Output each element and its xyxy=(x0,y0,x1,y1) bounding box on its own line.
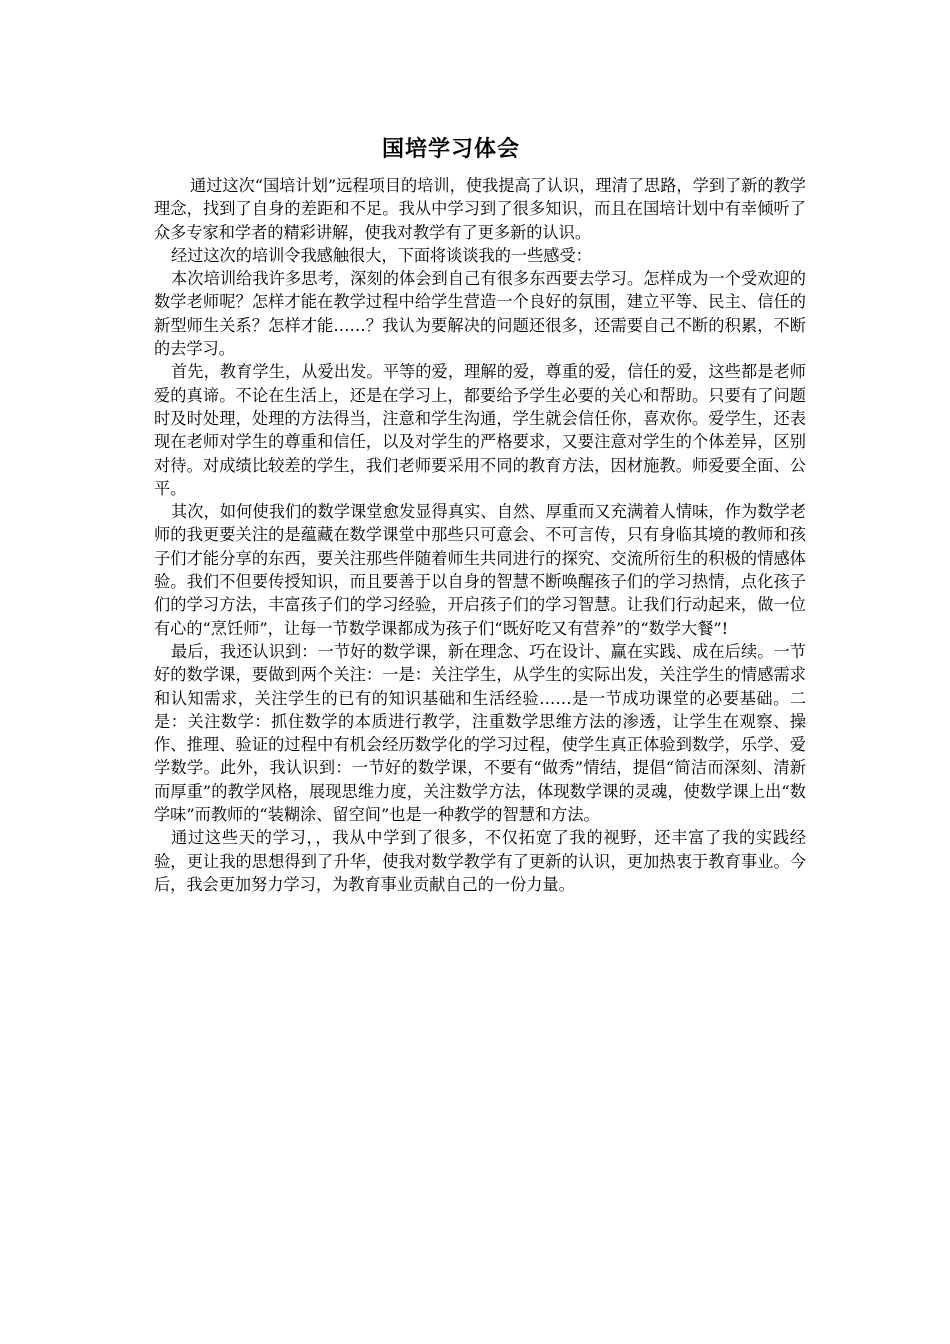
paragraph-second-point: 其次，如何使我们的数学课堂愈发显得真实、自然、厚重而又充满着人情味，作为数学老师的我更要关注的是蕴藏在数学课堂中那些只可意会、不可言传，只有身临其境的教师和孩子们才能分享的东西，要关注那些伴随着师生共同进行的探究、交流所衍生的积极的情感体验。我们不但要传授知识，而且要善于以自身的智慧不断唤醒孩子们的学习热情，点化孩子们的学习方法，丰富孩子们的学习经验，开启孩子们的学习智慧。让我们行动起来，做一位有心的“烹饪师”，让每一节数学课都成为孩子们“既好吃又有营养”的“数学大餐”! xyxy=(154,502,806,638)
paragraph-transition: 经过这次的培训令我感触很大，下面将谈谈我的一些感受： xyxy=(171,245,592,265)
paragraph-reflection: 本次培训给我许多思考，深刻的体会到自己有很多东西要去学习。怎样成为一个受欢迎的数学老师呢？怎样才能在教学过程中给学生营造一个良好的氛围，建立平等、民主、信任的新型师生关系？怎样才能……？我认为要解决的问题还很多，还需要自己不断的积累，不断的去学习。 xyxy=(154,269,806,359)
document-body xyxy=(154,174,806,896)
page-title: 国培学习体会 xyxy=(381,136,520,162)
paragraph-intro: 通过这次“国培计划”远程项目的培训，使我提高了认识，理清了思路，学到了新的教学理念，找到了自身的差距和不足。我从中学习到了很多知识，而且在国培计划中有幸倾听了众多专家和学者的精彩讲解，使我对教学有了更多新的认识。 xyxy=(154,176,806,242)
paragraph-final-point: 最后，我还认识到：一节好的数学课，新在理念、巧在设计、赢在实践、成在后续。一节好的数学课，要做到两个关注：一是：关注学生，从学生的实际出发，关注学生的情感需求和认知需求，关注学生的已有的知识基础和生活经验……是一节成功课堂的必要基础。二是：关注数学：抓住数学的本质进行教学，注重数学思维方法的渗透，让学生在观察、操作、推理、验证的过程中有机会经历数学化的学习过程，使学生真正体验到数学，乐学、爱学数学。此外，我认识到：一节好的数学课，不要有“做秀”情结，提倡“简洁而深刻、清新而厚重”的教学风格，展现思维力度，关注数学方法，体现数学课的灵魂，使数学课上出“数学味”而教师的“装糊涂、留空间”也是一种教学的智慧和方法。 xyxy=(154,641,806,825)
paragraph-first-point: 首先，教育学生，从爱出发。平等的爱，理解的爱，尊重的爱，信任的爱，这些都是老师爱的真谛。不论在生活上，还是在学习上，都要给予学生必要的关心和帮助。只要有了问题时及时处理，处理的方法得当，注意和学生沟通，学生就会信任你，喜欢你。爱学生，还表现在老师对学生的尊重和信任，以及对学生的严格要求，又要注意对学生的个体差异，区别对待。对成绩比较差的学生，我们老师要采用不同的教育方法，因材施教。师爱要全面、公平。 xyxy=(154,362,806,498)
paragraph-conclusion: 通过这些天的学习，，我从中学到了很多，不仅拓宽了我的视野，还丰富了我的实践经验，更让我的思想得到了升华，使我对数学教学有了更新的认识，更加热衷于教育事业。今后，我会更加努力学习，为教育事业贡献自己的一份力量。 xyxy=(154,828,806,894)
